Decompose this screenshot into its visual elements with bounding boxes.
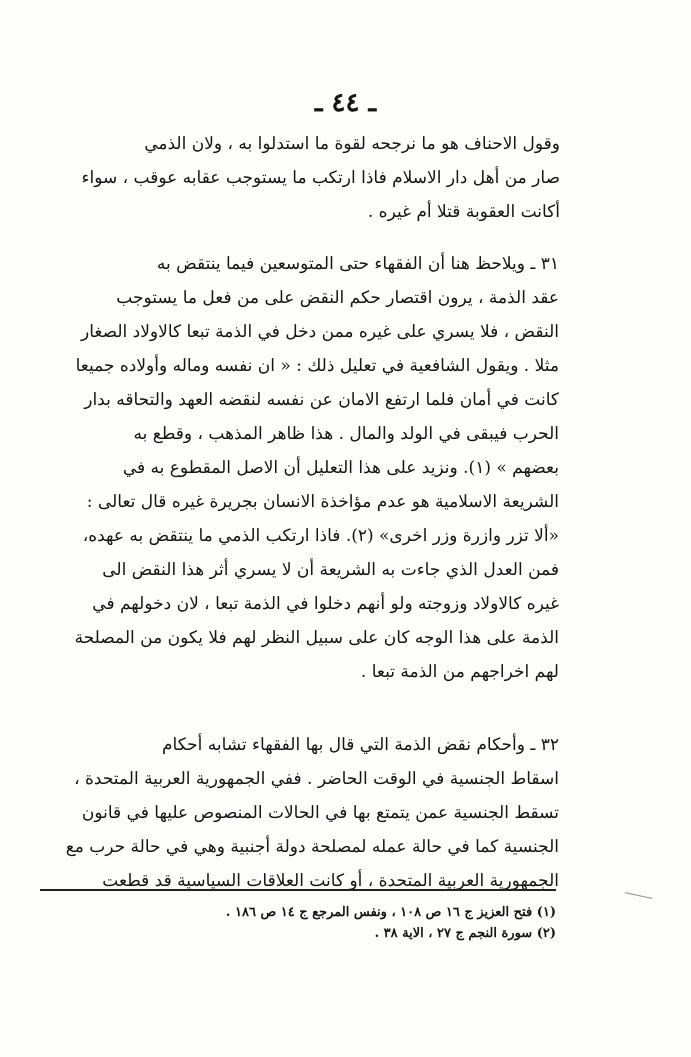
footnotes [220, 902, 556, 944]
paragraph-31-line-3: النقض ، فلا يسري على غيره ممن دخل في الذمة تبعا كالاولاد الصغار [81, 322, 559, 342]
paragraph-31-line-8: الشريعة الاسلامية هو عدم مؤاخذة الانسان بجريرة غيره قال تعالى : [86, 492, 559, 512]
paragraph-31-line-2: عقد الذمة ، يرون اقتصار حكم النقض على من فعل ما يستوجب [116, 288, 559, 308]
margin-mark [624, 892, 653, 905]
paragraph-31-line-13: لهم اخراجهم من الذمة تبعا . [360, 662, 559, 682]
paragraph-31-line-9: «ألا تزر وازرة وزر اخرى» (٢). فاذا ارتكب الذمي ما ينتقض به عهده، [82, 526, 559, 546]
paragraph-31-line-1: ٣١ ـ ويلاحظ هنا أن الفقهاء حتى المتوسعين فيما ينتقض به [156, 254, 559, 274]
paragraph-31 [37, 247, 559, 689]
paragraph-31-line-5: كانت في أمان فلما ارتفع الامان عن نفسه لنقضه العهد والتحاقه بدار [84, 390, 559, 410]
paragraph-1-line-2: صار من أهل دار الاسلام فاذا ارتكب ما يستوجب عقابه عوقب ، سواء [81, 168, 560, 188]
footnote-separator [40, 889, 556, 891]
paragraph-32-line-1: ٣٢ ـ وأحكام نقض الذمة التي قال بها الفقهاء تشابه أحكام [162, 735, 559, 755]
paragraph-32-line-3: تسقط الجنسية عمن يتمتع بها في الحالات المنصوص عليها في قانون [81, 803, 559, 823]
paragraph-1 [66, 127, 560, 229]
paragraph-32-line-4: الجنسية كما في حالة عمله لمصلحة دولة أجنبية وهي في حالة حرب مع [65, 837, 559, 857]
paragraph-1-line-1: وقول الاحناف هو ما نرجحه لقوة ما استدلوا به ، ولان الذمي [144, 134, 560, 154]
paragraph-31-line-4: مثلا . ويقول الشافعية في تعليل ذلك : « ان نفسه وماله وأولاده جميعا [75, 356, 559, 376]
paragraph-31-line-11: غيره كالاولاد وزوجته ولو أنهم دخلوا في الذمة تبعا ، لان دخولهم في [92, 594, 559, 614]
paragraph-31-line-6: الحرب فيبقى في الولد والمال . هذا ظاهر المذهب ، وقطع به [133, 424, 559, 444]
paragraph-32-line-2: اسقاط الجنسية في الوقت الحاضر . ففي الجمهورية العربية المتحدة ، [74, 769, 559, 789]
paragraph-1-line-3: أكانت العقوبة قتلا أم غيره . [367, 202, 560, 222]
footnote-1: (١) فتح العزيز ج ١٦ ص ١٠٨ ، ونفس المرجع ج ١٤ ص ١٨٦ . [225, 905, 556, 920]
paragraph-31-line-7: بعضهم » (١). ونزيد على هذا التعليل أن الاصل المقطوع به في [122, 458, 559, 478]
footnote-2: (٢) سورة النجم ج ٢٧ ، الاية ٣٨ . [374, 926, 556, 941]
paragraph-32-line-5: الجمهورية العربية المتحدة ، أو كانت العلاقات السياسية قد قطعت [102, 871, 559, 891]
paragraph-31-line-12: الذمة على هذا الوجه كان على سبيل النظر لهم فلا يكون من المصلحة [74, 628, 559, 648]
paragraph-32 [45, 728, 559, 898]
paragraph-31-line-10: فمن العدل الذي جاءت به الشريعة أن لا يسري أثر هذا النقض الى [102, 560, 559, 580]
page-number: ـ ٤٤ ـ [314, 88, 377, 118]
